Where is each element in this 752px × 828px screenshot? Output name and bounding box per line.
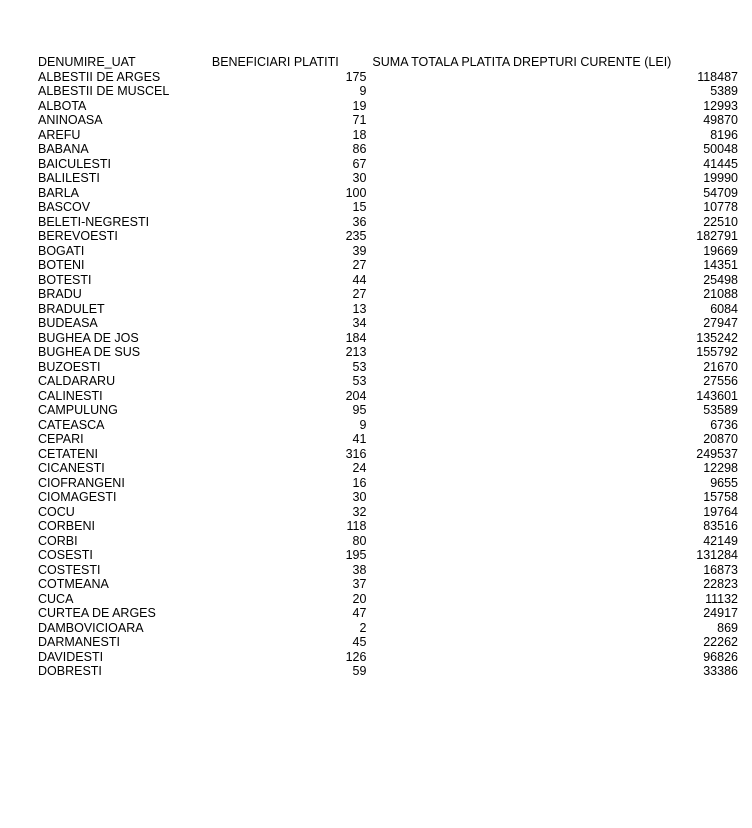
cell-beneficiari-platiti: 86 [352, 142, 367, 156]
cell-suma-totala: 49870 [703, 113, 738, 127]
cell-denumire-uat: CAMPULUNG [38, 403, 118, 417]
table-row [38, 157, 738, 172]
cell-beneficiari-platiti: 184 [345, 330, 367, 345]
cell-beneficiari-platiti: 27 [352, 258, 367, 272]
cell-denumire-uat: BUGHEA DE JOS [38, 330, 139, 345]
cell-suma-totala: 96826 [703, 649, 738, 664]
cell-suma-totala: 25498 [703, 272, 738, 287]
cell-beneficiari-platiti: 175 [345, 69, 367, 84]
table-row [38, 302, 738, 317]
cell-suma-totala: 131284 [696, 548, 738, 562]
table-row [38, 273, 738, 288]
cell-beneficiari-platiti: 27 [352, 287, 367, 301]
cell-suma-totala: 12298 [703, 461, 738, 475]
table-row [38, 229, 738, 244]
cell-suma-totala: 20870 [703, 432, 738, 446]
table-row [38, 389, 738, 404]
table-row [38, 592, 738, 607]
cell-suma-totala: 6736 [710, 417, 738, 432]
cell-denumire-uat: CIOFRANGENI [38, 475, 125, 490]
cell-beneficiari-platiti: 9 [359, 417, 367, 432]
cell-beneficiari-platiti: 118 [346, 519, 367, 533]
table-row [38, 186, 738, 201]
table-row [38, 563, 738, 578]
cell-beneficiari-platiti: 53 [352, 359, 367, 374]
cell-denumire-uat: COSESTI [38, 548, 93, 562]
cell-beneficiari-platiti: 38 [352, 562, 367, 577]
table-row [38, 447, 738, 462]
table-row [38, 548, 738, 563]
cell-suma-totala: 54709 [703, 185, 738, 200]
cell-suma-totala: 14351 [703, 258, 738, 272]
cell-denumire-uat: CORBENI [38, 519, 95, 533]
cell-denumire-uat: DOBRESTI [38, 664, 102, 678]
cell-suma-totala: 15758 [703, 490, 738, 504]
cell-beneficiari-platiti: 213 [345, 345, 367, 359]
cell-suma-totala: 16873 [703, 562, 738, 577]
cell-suma-totala: 22823 [703, 577, 738, 591]
cell-beneficiari-platiti: 45 [352, 635, 367, 649]
table-row [38, 476, 738, 491]
cell-denumire-uat: BOGATI [38, 243, 85, 258]
table-row [38, 432, 738, 447]
cell-suma-totala: 135242 [696, 330, 738, 345]
cell-denumire-uat: BALILESTI [38, 171, 100, 185]
cell-denumire-uat: ALBESTII DE MUSCEL [38, 84, 170, 98]
table-row [38, 287, 738, 302]
cell-beneficiari-platiti: 20 [352, 591, 367, 606]
table-row [38, 331, 738, 346]
column-header-denumire-uat: DENUMIRE_UAT [38, 55, 136, 69]
cell-beneficiari-platiti: 235 [345, 229, 367, 243]
table-row [38, 635, 738, 650]
cell-denumire-uat: BUDEASA [38, 316, 98, 330]
cell-suma-totala: 19990 [703, 171, 738, 185]
table-row [38, 505, 738, 520]
cell-suma-totala: 10778 [703, 200, 738, 214]
table-header-row [38, 55, 738, 70]
cell-suma-totala: 33386 [703, 664, 738, 678]
cell-suma-totala: 22262 [703, 635, 738, 649]
cell-denumire-uat: CUCA [38, 591, 74, 606]
table-row [38, 84, 738, 99]
cell-suma-totala: 6084 [710, 301, 738, 316]
cell-suma-totala: 9655 [710, 475, 738, 490]
column-header-beneficiari-platiti: BENEFICIARI PLATITI [211, 55, 339, 69]
table-row [38, 418, 738, 433]
cell-beneficiari-platiti: 316 [345, 446, 367, 461]
cell-suma-totala: 182791 [696, 229, 738, 243]
cell-denumire-uat: BAICULESTI [38, 156, 111, 171]
cell-beneficiari-platiti: 204 [345, 388, 367, 403]
table-row [38, 664, 738, 679]
cell-beneficiari-platiti: 36 [352, 214, 367, 229]
cell-suma-totala: 11132 [705, 591, 738, 606]
cell-beneficiari-platiti: 30 [352, 490, 367, 504]
table-row [38, 403, 738, 418]
table-row [38, 113, 738, 128]
table-row [38, 606, 738, 621]
cell-beneficiari-platiti: 53 [352, 374, 367, 388]
table-row [38, 650, 738, 665]
cell-beneficiari-platiti: 71 [352, 113, 367, 127]
table-row [38, 519, 738, 534]
cell-denumire-uat: DARMANESTI [38, 635, 120, 649]
cell-suma-totala: 83516 [703, 519, 738, 533]
cell-suma-totala: 21088 [703, 287, 738, 301]
cell-suma-totala: 42149 [703, 533, 738, 548]
table-row [38, 99, 738, 114]
cell-beneficiari-platiti: 80 [352, 533, 367, 548]
cell-suma-totala: 27556 [703, 374, 738, 388]
cell-denumire-uat: CEPARI [38, 432, 84, 446]
cell-suma-totala: 869 [717, 620, 738, 635]
cell-beneficiari-platiti: 24 [352, 461, 367, 475]
cell-suma-totala: 12993 [703, 98, 738, 113]
cell-beneficiari-platiti: 47 [352, 606, 367, 620]
cell-beneficiari-platiti: 95 [352, 403, 367, 417]
cell-denumire-uat: CURTEA DE ARGES [38, 606, 156, 620]
table-row [38, 621, 738, 636]
cell-denumire-uat: BABANA [38, 142, 89, 156]
table-row [38, 461, 738, 476]
cell-denumire-uat: ALBESTII DE ARGES [38, 69, 161, 84]
cell-beneficiari-platiti: 34 [352, 316, 367, 330]
table-row [38, 142, 738, 157]
cell-denumire-uat: CATEASCA [38, 417, 105, 432]
table-row [38, 244, 738, 259]
cell-beneficiari-platiti: 16 [352, 475, 367, 490]
table-row [38, 490, 738, 505]
data-table [38, 55, 738, 679]
cell-beneficiari-platiti: 9 [359, 84, 367, 98]
cell-beneficiari-platiti: 13 [352, 301, 367, 316]
cell-denumire-uat: COCU [38, 504, 75, 519]
cell-beneficiari-platiti: 19 [352, 98, 367, 113]
cell-beneficiari-platiti: 18 [352, 127, 367, 142]
cell-beneficiari-platiti: 2 [359, 620, 367, 635]
table-row [38, 70, 738, 85]
cell-denumire-uat: DAMBOVICIOARA [38, 620, 144, 635]
cell-denumire-uat: BEREVOESTI [38, 229, 118, 243]
cell-beneficiari-platiti: 100 [345, 185, 367, 200]
cell-suma-totala: 53589 [703, 403, 738, 417]
table-row [38, 345, 738, 360]
cell-denumire-uat: BRADU [38, 287, 82, 301]
cell-suma-totala: 155792 [696, 345, 738, 359]
cell-denumire-uat: CALINESTI [38, 388, 103, 403]
cell-denumire-uat: ALBOTA [38, 98, 87, 113]
cell-suma-totala: 249537 [696, 446, 738, 461]
cell-denumire-uat: CALDARARU [38, 374, 116, 388]
table-row [38, 258, 738, 273]
cell-beneficiari-platiti: 32 [352, 504, 367, 519]
cell-suma-totala: 118487 [697, 69, 738, 84]
cell-suma-totala: 41445 [703, 156, 738, 171]
cell-beneficiari-platiti: 41 [352, 432, 367, 446]
cell-suma-totala: 21670 [703, 359, 738, 374]
table-row [38, 360, 738, 375]
cell-denumire-uat: DAVIDESTI [38, 649, 104, 664]
cell-suma-totala: 8196 [710, 127, 738, 142]
cell-beneficiari-platiti: 59 [352, 664, 367, 678]
cell-denumire-uat: CIOMAGESTI [38, 490, 117, 504]
cell-suma-totala: 24917 [703, 606, 738, 620]
table-row [38, 374, 738, 389]
cell-denumire-uat: AREFU [38, 127, 81, 142]
spreadsheet-page [38, 55, 738, 679]
column-header-suma-totala: SUMA TOTALA PLATITA DREPTURI CURENTE (LEI) [372, 55, 672, 69]
table-row [38, 200, 738, 215]
cell-denumire-uat: CETATENI [38, 446, 98, 461]
cell-suma-totala: 143601 [696, 388, 738, 403]
table-row [38, 534, 738, 549]
cell-denumire-uat: CORBI [38, 533, 78, 548]
cell-denumire-uat: BRADULET [38, 301, 105, 316]
cell-beneficiari-platiti: 30 [352, 171, 367, 185]
cell-beneficiari-platiti: 15 [352, 200, 367, 214]
cell-denumire-uat: BUGHEA DE SUS [38, 345, 141, 359]
cell-denumire-uat: BASCOV [38, 200, 91, 214]
cell-beneficiari-platiti: 37 [352, 577, 367, 591]
cell-denumire-uat: COSTESTI [38, 562, 101, 577]
cell-denumire-uat: BUZOESTI [38, 359, 101, 374]
table-row [38, 128, 738, 143]
cell-suma-totala: 50048 [703, 142, 738, 156]
cell-denumire-uat: BELETI-NEGRESTI [38, 214, 150, 229]
cell-beneficiari-platiti: 195 [345, 548, 367, 562]
cell-denumire-uat: ANINOASA [38, 113, 103, 127]
table-row [38, 577, 738, 592]
cell-suma-totala: 5389 [710, 84, 738, 98]
cell-suma-totala: 22510 [703, 214, 738, 229]
cell-denumire-uat: BOTESTI [38, 272, 92, 287]
cell-beneficiari-platiti: 39 [352, 243, 367, 258]
cell-suma-totala: 27947 [703, 316, 738, 330]
cell-suma-totala: 19669 [703, 243, 738, 258]
cell-beneficiari-platiti: 44 [352, 272, 367, 287]
cell-beneficiari-platiti: 126 [345, 649, 367, 664]
cell-denumire-uat: BOTENI [38, 258, 85, 272]
table-body [38, 70, 738, 679]
cell-beneficiari-platiti: 67 [352, 156, 367, 171]
cell-denumire-uat: CICANESTI [38, 461, 105, 475]
table-row [38, 171, 738, 186]
cell-denumire-uat: BARLA [38, 185, 79, 200]
cell-suma-totala: 19764 [703, 504, 738, 519]
cell-denumire-uat: COTMEANA [38, 577, 109, 591]
table-row [38, 316, 738, 331]
table-row [38, 215, 738, 230]
